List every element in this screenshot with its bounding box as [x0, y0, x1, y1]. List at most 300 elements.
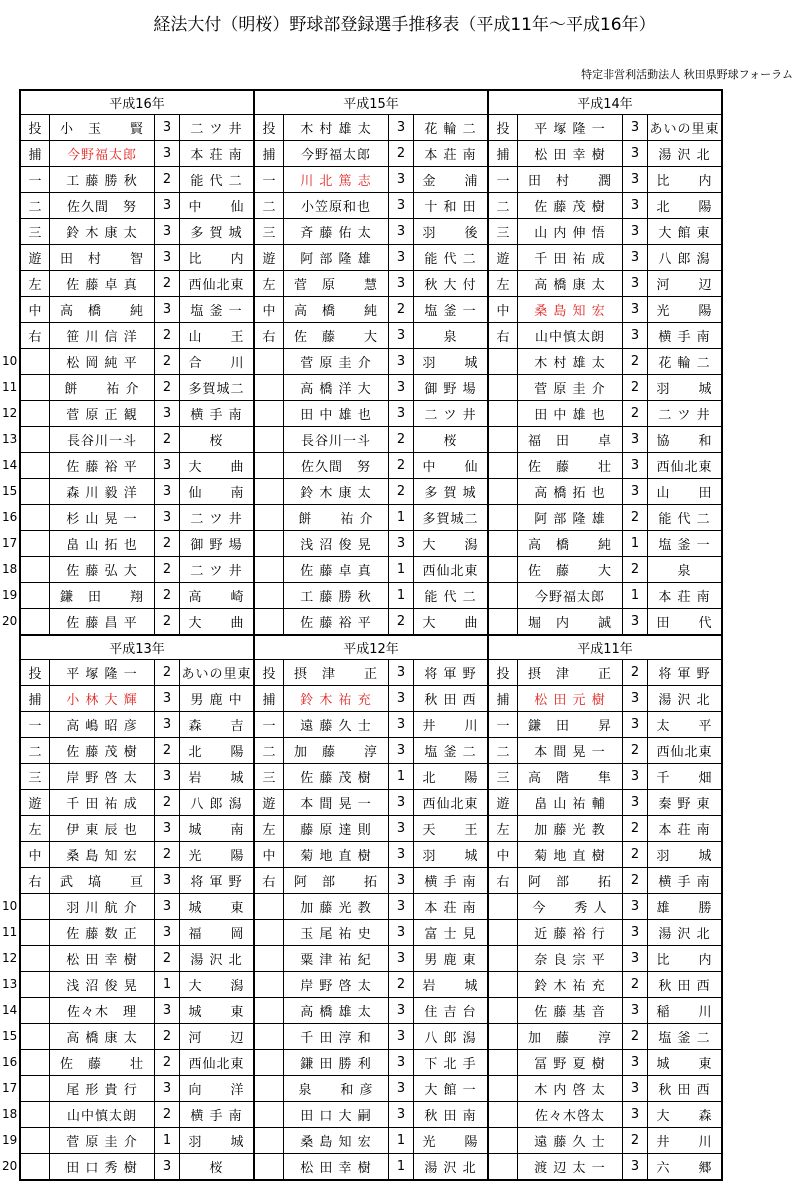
table-row	[21, 764, 722, 790]
player-name-cell: 工 藤 勝 秋	[284, 583, 389, 609]
grade-cell: 3	[623, 245, 648, 271]
position-cell: 三	[488, 764, 518, 790]
school-cell: 桜	[180, 427, 255, 453]
player-name-cell: 武 塙 亘	[50, 868, 155, 894]
grade-cell: 3	[389, 1102, 414, 1128]
year-header: 平成11年	[488, 636, 722, 660]
player-name-cell: 阿 部 拓	[284, 868, 389, 894]
player-name-cell: 佐 藤 茂 樹	[50, 738, 155, 764]
position-cell	[254, 427, 284, 453]
grade-cell: 3	[155, 712, 180, 738]
position-cell: 二	[21, 738, 50, 764]
grade-cell: 3	[623, 609, 648, 635]
row-number-label: 12	[2, 951, 18, 965]
table-row	[21, 660, 722, 686]
grade-cell: 2	[623, 349, 648, 375]
school-cell: 北 陽	[414, 764, 489, 790]
player-name-cell: 小 林 大 輝	[50, 686, 155, 712]
grade-cell: 2	[155, 349, 180, 375]
school-cell: 岩 城	[180, 764, 255, 790]
school-cell: 比 内	[180, 245, 255, 271]
player-name-cell: 田 中 雄 也	[518, 401, 623, 427]
position-cell	[488, 609, 518, 635]
year-header-row	[21, 636, 722, 660]
player-name-cell: 畠 山 祐 輔	[518, 790, 623, 816]
player-name-cell: 松 田 幸 樹	[284, 1154, 389, 1180]
grade-cell: 3	[623, 790, 648, 816]
player-name-cell: 玉 尾 祐 史	[284, 920, 389, 946]
player-name-cell: 佐 藤 卓 真	[50, 271, 155, 297]
grade-cell: 2	[155, 1024, 180, 1050]
table-row	[21, 972, 722, 998]
grade-cell: 3	[389, 245, 414, 271]
table-row	[21, 868, 722, 894]
position-cell: 中	[21, 842, 50, 868]
position-cell: 左	[488, 816, 518, 842]
position-cell	[21, 453, 50, 479]
grade-cell: 3	[155, 193, 180, 219]
position-cell	[488, 1128, 518, 1154]
position-cell	[254, 1102, 284, 1128]
player-name-cell: 田 口 大 嗣	[284, 1102, 389, 1128]
player-name-cell: 遠 藤 久 士	[518, 1128, 623, 1154]
position-cell: 右	[21, 323, 50, 349]
school-cell: 大 館 一	[414, 1076, 489, 1102]
school-cell: 八 郎 潟	[414, 1024, 489, 1050]
player-name-cell: 高 階 隼	[518, 764, 623, 790]
year-header: 平成12年	[254, 636, 488, 660]
position-cell: 二	[488, 738, 518, 764]
table-row	[21, 790, 722, 816]
player-name-cell: 斉 藤 佑 太	[284, 219, 389, 245]
position-cell	[21, 1128, 50, 1154]
position-cell: 捕	[488, 686, 518, 712]
grade-cell: 1	[155, 1128, 180, 1154]
school-cell: 能 代 二	[180, 167, 255, 193]
player-name-cell: 菅 原 圭 介	[518, 375, 623, 401]
school-cell: 西仙北東	[648, 453, 722, 479]
table-row	[21, 998, 722, 1024]
roster-table-section-2	[20, 635, 722, 1180]
school-cell: 河 辺	[648, 271, 722, 297]
player-name-cell: 木 村 雄 太	[518, 349, 623, 375]
row-number-label: 14	[2, 458, 18, 472]
school-cell: あいの里東	[180, 660, 255, 686]
position-cell	[21, 1050, 50, 1076]
grade-cell: 3	[155, 894, 180, 920]
school-cell: 中 仙	[414, 453, 489, 479]
position-cell: 投	[21, 115, 50, 141]
year-header: 平成14年	[488, 91, 722, 115]
position-cell: 三	[21, 219, 50, 245]
school-cell: 本 荘 南	[648, 816, 722, 842]
school-cell: 合 川	[180, 349, 255, 375]
school-cell: 能 代 二	[648, 505, 722, 531]
grade-cell: 3	[389, 738, 414, 764]
school-cell: 太 平	[648, 712, 722, 738]
player-name-cell: 佐久間 努	[50, 193, 155, 219]
row-number-label: 12	[2, 406, 18, 420]
player-name-cell: 菅 原 圭 介	[284, 349, 389, 375]
grade-cell: 3	[389, 1024, 414, 1050]
school-cell: 多賀城二	[414, 505, 489, 531]
school-cell: 横 手 南	[648, 323, 722, 349]
school-cell: 北 陽	[648, 193, 722, 219]
grade-cell: 3	[155, 998, 180, 1024]
school-cell: 羽 城	[414, 349, 489, 375]
player-name-cell: 山中慎太朗	[50, 1102, 155, 1128]
row-number-label: 16	[2, 510, 18, 524]
player-name-cell: 加 藤 淳	[518, 1024, 623, 1050]
position-cell	[21, 583, 50, 609]
grade-cell: 3	[623, 219, 648, 245]
player-name-cell: 岸 野 啓 太	[50, 764, 155, 790]
position-cell: 左	[488, 271, 518, 297]
school-cell: あいの里東	[648, 115, 722, 141]
grade-cell: 3	[155, 1154, 180, 1180]
school-cell: 光 陽	[648, 297, 722, 323]
grade-cell: 3	[623, 297, 648, 323]
position-cell	[488, 972, 518, 998]
player-name-cell: 佐 藤 茂 樹	[284, 764, 389, 790]
row-number-label: 20	[2, 1159, 18, 1173]
player-name-cell: 山中慎太朗	[518, 323, 623, 349]
table-row	[21, 401, 722, 427]
grade-cell: 3	[155, 868, 180, 894]
grade-cell: 3	[155, 920, 180, 946]
table-row	[21, 738, 722, 764]
grade-cell: 3	[389, 790, 414, 816]
player-name-cell: 森 川 毅 洋	[50, 479, 155, 505]
table-row	[21, 505, 722, 531]
grade-cell: 3	[155, 453, 180, 479]
school-cell: 男 鹿 中	[180, 686, 255, 712]
table-row	[21, 1128, 722, 1154]
school-cell: 桜	[414, 427, 489, 453]
school-cell: 八 郎 潟	[180, 790, 255, 816]
player-name-cell: 田 中 雄 也	[284, 401, 389, 427]
player-name-cell: 佐 藤 茂 樹	[518, 193, 623, 219]
player-name-cell: 冨 野 夏 樹	[518, 1050, 623, 1076]
player-name-cell: 餅 祐 介	[284, 505, 389, 531]
row-number-label: 19	[2, 1133, 18, 1147]
grade-cell: 1	[389, 505, 414, 531]
grade-cell: 2	[389, 479, 414, 505]
grade-cell: 2	[155, 531, 180, 557]
position-cell	[254, 998, 284, 1024]
position-cell: 投	[254, 115, 284, 141]
player-name-cell: 阿 部 隆 雄	[518, 505, 623, 531]
school-cell: 千 畑	[648, 764, 722, 790]
school-cell: 横 手 南	[414, 868, 489, 894]
school-cell: 山 王	[180, 323, 255, 349]
school-cell: 二 ツ 井	[180, 557, 255, 583]
position-cell	[254, 972, 284, 998]
position-cell: 三	[254, 219, 284, 245]
player-name-cell: 今野福太郎	[518, 583, 623, 609]
grade-cell: 3	[389, 686, 414, 712]
player-name-cell: 今 秀 人	[518, 894, 623, 920]
player-name-cell: 佐 藤 卓 真	[284, 557, 389, 583]
player-name-cell: 加 藤 光 教	[284, 894, 389, 920]
player-name-cell: 佐久間 努	[284, 453, 389, 479]
player-name-cell: 鎌 田 翔	[50, 583, 155, 609]
grade-cell: 2	[155, 271, 180, 297]
position-cell	[21, 894, 50, 920]
school-cell: 湯 沢 北	[180, 946, 255, 972]
table-row	[21, 1076, 722, 1102]
grade-cell: 3	[389, 531, 414, 557]
player-name-cell: 鈴 木 康 太	[50, 219, 155, 245]
school-cell: 協 和	[648, 427, 722, 453]
school-cell: 花 輪 二	[648, 349, 722, 375]
position-cell: 左	[21, 271, 50, 297]
grade-cell: 3	[155, 764, 180, 790]
school-cell: 西仙北東	[180, 271, 255, 297]
position-cell	[254, 375, 284, 401]
player-name-cell: 本 間 晃 一	[284, 790, 389, 816]
player-name-cell: 菅 原 圭 介	[50, 1128, 155, 1154]
school-cell: 秋 田 西	[648, 972, 722, 998]
player-name-cell: 遠 藤 久 士	[284, 712, 389, 738]
position-cell	[254, 349, 284, 375]
grade-cell: 3	[623, 1154, 648, 1180]
grade-cell: 2	[389, 972, 414, 998]
position-cell: 捕	[21, 141, 50, 167]
player-name-cell: 高 橋 洋 大	[284, 375, 389, 401]
player-name-cell: 岸 野 啓 太	[284, 972, 389, 998]
school-cell: 天 王	[414, 816, 489, 842]
grade-cell: 1	[389, 764, 414, 790]
school-cell: 大 潟	[414, 531, 489, 557]
table-row	[21, 427, 722, 453]
school-cell: 十 和 田	[414, 193, 489, 219]
school-cell: 御 野 場	[180, 531, 255, 557]
position-cell	[488, 998, 518, 1024]
school-cell: 横 手 南	[648, 868, 722, 894]
row-number-label: 10	[2, 899, 18, 913]
grade-cell: 2	[623, 660, 648, 686]
player-name-cell: 加 藤 光 教	[518, 816, 623, 842]
position-cell	[21, 479, 50, 505]
player-name-cell: 近 藤 裕 行	[518, 920, 623, 946]
grade-cell: 3	[623, 998, 648, 1024]
player-name-cell: 佐 藤 数 正	[50, 920, 155, 946]
year-header: 平成15年	[254, 91, 488, 115]
school-cell: 御 野 場	[414, 375, 489, 401]
position-cell: 投	[21, 660, 50, 686]
grade-cell: 2	[155, 583, 180, 609]
grade-cell: 2	[623, 401, 648, 427]
player-name-cell: 鈴 木 康 太	[284, 479, 389, 505]
position-cell: 捕	[21, 686, 50, 712]
player-name-cell: 粟 津 祐 紀	[284, 946, 389, 972]
grade-cell: 2	[389, 453, 414, 479]
year-header-row	[21, 91, 722, 115]
player-name-cell: 阿 部 拓	[518, 868, 623, 894]
position-cell	[254, 1154, 284, 1180]
player-name-cell: 小笠原和也	[284, 193, 389, 219]
player-name-cell: 佐 藤 基 音	[518, 998, 623, 1024]
position-cell: 投	[488, 660, 518, 686]
position-cell: 二	[488, 193, 518, 219]
school-cell: 多 賀 城	[180, 219, 255, 245]
grade-cell: 3	[389, 946, 414, 972]
position-cell: 三	[254, 764, 284, 790]
player-name-cell: 尾 形 貴 行	[50, 1076, 155, 1102]
player-name-cell: 堀 内 誠	[518, 609, 623, 635]
grade-cell: 2	[155, 1050, 180, 1076]
grade-cell: 2	[389, 141, 414, 167]
position-cell	[254, 1024, 284, 1050]
player-name-cell: 佐 藤 壮	[50, 1050, 155, 1076]
position-cell	[254, 401, 284, 427]
position-cell	[488, 375, 518, 401]
grade-cell: 3	[623, 764, 648, 790]
school-cell: 二 ツ 井	[648, 401, 722, 427]
school-cell: 横 手 南	[180, 1102, 255, 1128]
grade-cell: 2	[623, 375, 648, 401]
position-cell: 一	[254, 712, 284, 738]
position-cell: 二	[254, 193, 284, 219]
position-cell: 二	[254, 738, 284, 764]
position-cell	[488, 1076, 518, 1102]
school-cell: 羽 城	[180, 1128, 255, 1154]
grade-cell: 2	[155, 790, 180, 816]
grade-cell: 2	[155, 375, 180, 401]
position-cell	[488, 557, 518, 583]
school-cell: 泉	[414, 323, 489, 349]
school-cell: 福 岡	[180, 920, 255, 946]
player-name-cell: 田 村 潤	[518, 167, 623, 193]
table-row	[21, 531, 722, 557]
player-name-cell: 菊 地 直 樹	[284, 842, 389, 868]
position-cell: 遊	[21, 790, 50, 816]
player-name-cell: 鈴 木 祐 充	[518, 972, 623, 998]
school-cell: 住 吉 台	[414, 998, 489, 1024]
player-name-cell: 鎌 田 昇	[518, 712, 623, 738]
position-cell: 右	[488, 323, 518, 349]
grade-cell: 1	[389, 583, 414, 609]
grade-cell: 2	[623, 1128, 648, 1154]
grade-cell: 2	[623, 557, 648, 583]
position-cell	[21, 531, 50, 557]
player-name-cell: 羽 川 航 介	[50, 894, 155, 920]
player-name-cell: 菅 原 慧	[284, 271, 389, 297]
table-row	[21, 920, 722, 946]
player-name-cell: 高 橋 純	[50, 297, 155, 323]
table-row	[21, 297, 722, 323]
grade-cell: 3	[155, 505, 180, 531]
grade-cell: 2	[155, 842, 180, 868]
position-cell	[488, 583, 518, 609]
grade-cell: 3	[389, 349, 414, 375]
school-cell: 湯 沢 北	[414, 1154, 489, 1180]
position-cell	[21, 349, 50, 375]
position-cell: 一	[21, 712, 50, 738]
position-cell: 右	[254, 868, 284, 894]
grade-cell: 2	[623, 738, 648, 764]
grade-cell: 3	[623, 115, 648, 141]
position-cell: 三	[21, 764, 50, 790]
position-cell	[254, 557, 284, 583]
school-cell: 将 軍 野	[414, 660, 489, 686]
roster-table-section-1	[20, 90, 722, 635]
grade-cell: 3	[389, 1050, 414, 1076]
grade-cell: 3	[155, 479, 180, 505]
position-cell: 遊	[488, 790, 518, 816]
position-cell	[21, 1024, 50, 1050]
player-name-cell: 長谷川一斗	[284, 427, 389, 453]
school-cell: 本 荘 南	[648, 583, 722, 609]
player-name-cell: 佐 藤 昌 平	[50, 609, 155, 635]
position-cell: 左	[21, 816, 50, 842]
position-cell	[488, 946, 518, 972]
school-cell: 稲 川	[648, 998, 722, 1024]
position-cell	[21, 401, 50, 427]
player-name-cell: 藤 原 達 則	[284, 816, 389, 842]
position-cell: 中	[21, 297, 50, 323]
grade-cell: 3	[623, 323, 648, 349]
player-name-cell: 松 田 幸 樹	[518, 141, 623, 167]
grade-cell: 3	[389, 842, 414, 868]
grade-cell: 2	[623, 816, 648, 842]
grade-cell: 3	[389, 115, 414, 141]
position-cell	[21, 505, 50, 531]
grade-cell: 3	[155, 1076, 180, 1102]
player-name-cell: 鎌 田 勝 利	[284, 1050, 389, 1076]
grade-cell: 2	[155, 427, 180, 453]
grade-cell: 2	[155, 1102, 180, 1128]
position-cell	[21, 375, 50, 401]
player-name-cell: 本 間 晃 一	[518, 738, 623, 764]
grade-cell: 3	[389, 401, 414, 427]
row-number-label: 11	[2, 380, 18, 394]
school-cell: 本 荘 南	[180, 141, 255, 167]
position-cell	[254, 920, 284, 946]
player-name-cell: 佐 藤 壮	[518, 453, 623, 479]
grade-cell: 2	[623, 1024, 648, 1050]
school-cell: 北 陽	[180, 738, 255, 764]
player-name-cell: 泉 和 彦	[284, 1076, 389, 1102]
position-cell	[21, 557, 50, 583]
player-name-cell: 餅 祐 介	[50, 375, 155, 401]
position-cell	[254, 505, 284, 531]
grade-cell: 2	[155, 167, 180, 193]
grade-cell: 2	[389, 427, 414, 453]
player-name-cell: 木 村 雄 太	[284, 115, 389, 141]
grade-cell: 3	[389, 920, 414, 946]
grade-cell: 1	[623, 583, 648, 609]
school-cell: 大 潟	[180, 972, 255, 998]
player-name-cell: 今野福太郎	[50, 141, 155, 167]
position-cell: 右	[21, 868, 50, 894]
table-row	[21, 479, 722, 505]
player-name-cell: 桑 島 知 宏	[50, 842, 155, 868]
grade-cell: 3	[623, 712, 648, 738]
grade-cell: 3	[623, 894, 648, 920]
grade-cell: 2	[623, 868, 648, 894]
grade-cell: 2	[389, 609, 414, 635]
school-cell: 城 東	[180, 894, 255, 920]
player-name-cell: 松 田 幸 樹	[50, 946, 155, 972]
player-name-cell: 千 田 祐 成	[50, 790, 155, 816]
row-number-label: 11	[2, 925, 18, 939]
school-cell: 羽 城	[648, 842, 722, 868]
row-number-label: 13	[2, 977, 18, 991]
position-cell: 左	[254, 816, 284, 842]
table-row	[21, 167, 722, 193]
